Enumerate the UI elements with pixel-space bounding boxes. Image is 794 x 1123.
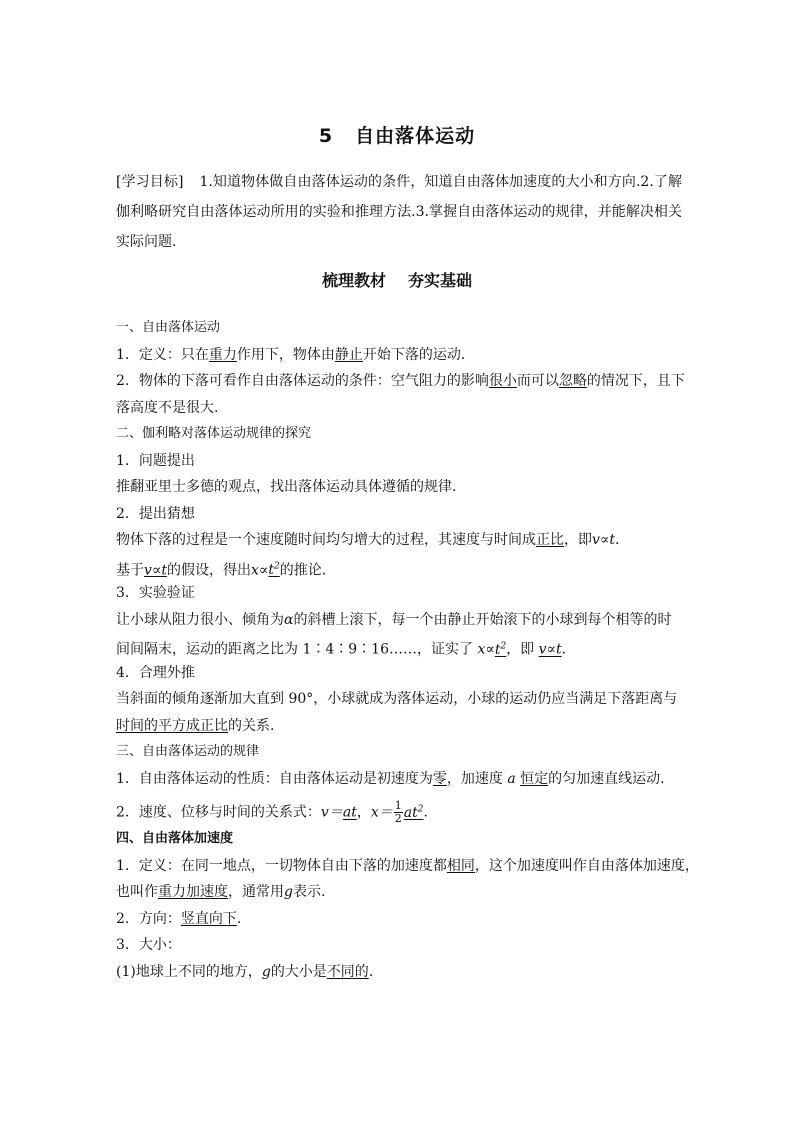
blank-answer (268, 562, 279, 578)
section-heading-right: 夯实基础 (408, 271, 473, 290)
learning-goals-tag: [学习目标] (116, 174, 184, 190)
blank-answer: 正比 (536, 532, 564, 548)
text-fragment: 2．速度、位移与时间的关系式： (116, 804, 321, 821)
paragraph-line (116, 853, 699, 880)
blank-answer: 忽略 (558, 373, 587, 389)
fraction-denominator: 2 (394, 812, 402, 826)
exponent: 2 (274, 561, 280, 572)
heading-1: 一、自由落体运动 (116, 320, 221, 335)
paragraph-line (116, 879, 682, 906)
formula-variable: at (403, 804, 418, 821)
learning-goals-text: 1.知道物体做自由落体运动的条件，知道自由落体加速度的大小和方向.2.了解伽利略研究自由落体运动所用的实验和推理方法.3.掌握自由落体运动的规律，并能解决相关实际问题. (116, 174, 682, 250)
formula: v＝ (320, 804, 343, 821)
subheading: 4．合理外推 (116, 664, 195, 681)
formula: x∝ (477, 641, 495, 658)
text-fragment: 间间隔末，运动的距离之比为 1∶4∶9∶16……，证实了 (116, 641, 478, 658)
blank-answer: 相同 (446, 857, 475, 874)
subheading: 2．提出猜想 (116, 505, 195, 522)
paragraph-line: 当斜面的倾角逐渐加大直到 90°，小球就成为落体运动，小球的运动仍应当满足下落距离与 (116, 691, 678, 707)
heading-4: 四、自由落体加速度 (116, 831, 234, 846)
text-fragment: (1)地球上不同的地方， (116, 963, 262, 980)
text-fragment: . (615, 532, 620, 548)
formula-variable: t (494, 641, 501, 658)
text-fragment: ，即 (506, 641, 539, 658)
text-fragment: 物体下落的过程是一个速度随时间均匀增大的过程，其速度与时间成 (116, 532, 536, 548)
formula-variable: g (284, 884, 293, 900)
text-fragment: 1．定义：只在 (116, 346, 209, 363)
text-fragment: 的大小是 (270, 963, 327, 980)
formula-variable: t (268, 562, 275, 579)
alpha-symbol: α (284, 611, 294, 628)
blank-answer: at (342, 804, 357, 821)
blank-answer: 很小 (488, 373, 517, 389)
heading-3: 三、自由落体运动的规律 (116, 744, 260, 759)
blank-answer: 重力加速度 (158, 884, 228, 900)
subheading: 1．问题提出 (116, 452, 195, 469)
heading-2: 二、伽利略对落体运动规律的探究 (116, 426, 312, 441)
blank-answer: 重力 (208, 346, 237, 363)
text-fragment: 的推论. (279, 562, 327, 579)
text-fragment: 的关系. (228, 717, 275, 734)
text-fragment: . (561, 641, 567, 658)
blank-answer: 静止 (334, 346, 363, 363)
paragraph-line (116, 607, 682, 634)
lesson-title (0, 121, 794, 148)
formula: v∝t (592, 532, 616, 548)
blank-answer: 不同的 (326, 963, 369, 980)
text-fragment: 也叫作 (116, 884, 158, 900)
blank-answer: 时间的平方成正比 (116, 717, 228, 734)
blank-answer: v∝t (144, 562, 168, 579)
section-heading-left: 梳理教材 (321, 271, 386, 290)
blank-answer: 竖直向下 (180, 910, 237, 927)
formula: x∝ (251, 562, 269, 579)
paragraph-line: 推翻亚里士多德的观点，找出落体运动具体遵循的规律. (116, 479, 457, 495)
text-fragment: 开始下落的运动. (362, 346, 466, 363)
condition-line (116, 368, 685, 395)
formula-variable: g (261, 963, 271, 980)
text-fragment: 的斜槽上滚下，每一个由静止开始滚下的小球到每个相等的时 (293, 611, 672, 628)
text-fragment: 表示. (292, 884, 326, 900)
text-fragment: 的情况下，且下 (586, 373, 685, 389)
section-heading (0, 268, 794, 291)
blank-answer (495, 642, 506, 658)
paragraph-line (116, 906, 682, 933)
fraction-numerator: 1 (394, 799, 402, 813)
text-fragment: 基于 (116, 562, 144, 579)
text-fragment: 2．方向： (116, 910, 181, 927)
text-fragment: ，通常用 (228, 884, 284, 900)
blank-answer: v∝t (538, 641, 562, 658)
blank-answer: 零 (432, 770, 447, 787)
paragraph-line (116, 713, 682, 740)
paragraph-line (116, 527, 682, 554)
text-fragment: 1．自由落体运动的性质：自由落体运动是初速度为 (116, 770, 433, 787)
text-fragment: 让小球从阻力很小、倾角为 (116, 611, 284, 628)
text-fragment: ，这个加速度叫作自由落体加速度， (474, 857, 699, 874)
paragraph-line (116, 554, 682, 581)
blank-answer: 恒定 (520, 770, 549, 787)
text-fragment: 的假设，得出 (167, 562, 252, 579)
text-fragment: 而可以 (516, 373, 559, 389)
subheading: 3．实验验证 (116, 585, 195, 601)
text-fragment: . (423, 804, 428, 821)
condition-line-cont: 落高度不是很大. (116, 399, 219, 416)
fraction (394, 800, 403, 825)
learning-goals (116, 167, 682, 257)
text-fragment: 1．定义：在同一地点，一切物体自由下落的加速度都 (116, 857, 447, 874)
formula-line (116, 792, 682, 826)
lesson-title-text: 自由落体运动 (355, 125, 476, 147)
text-fragment: 作用下，物体由 (236, 346, 335, 363)
definition-line (116, 342, 682, 369)
exponent: 2 (417, 804, 424, 814)
paragraph-line (116, 766, 682, 793)
text-fragment: ， (356, 804, 371, 821)
text-fragment: . (368, 963, 374, 980)
formula: x＝ (370, 804, 393, 821)
text-fragment: 的匀加速直线运动. (548, 770, 665, 787)
text-fragment: . (236, 910, 242, 927)
text-fragment: ，加速度 (446, 770, 508, 787)
lesson-number: 5 (318, 125, 334, 147)
text-fragment: 2．物体的下落可看作自由落体运动的条件：空气阻力的影响 (116, 373, 489, 389)
paragraph-line (116, 959, 682, 986)
paragraph-line (116, 633, 682, 660)
text-fragment: ，即 (564, 532, 592, 548)
exponent: 2 (500, 641, 507, 651)
subheading: 3．大小： (116, 937, 181, 953)
lesson-body (116, 315, 699, 985)
blank-answer (404, 805, 424, 821)
formula-variable: a (507, 770, 516, 787)
